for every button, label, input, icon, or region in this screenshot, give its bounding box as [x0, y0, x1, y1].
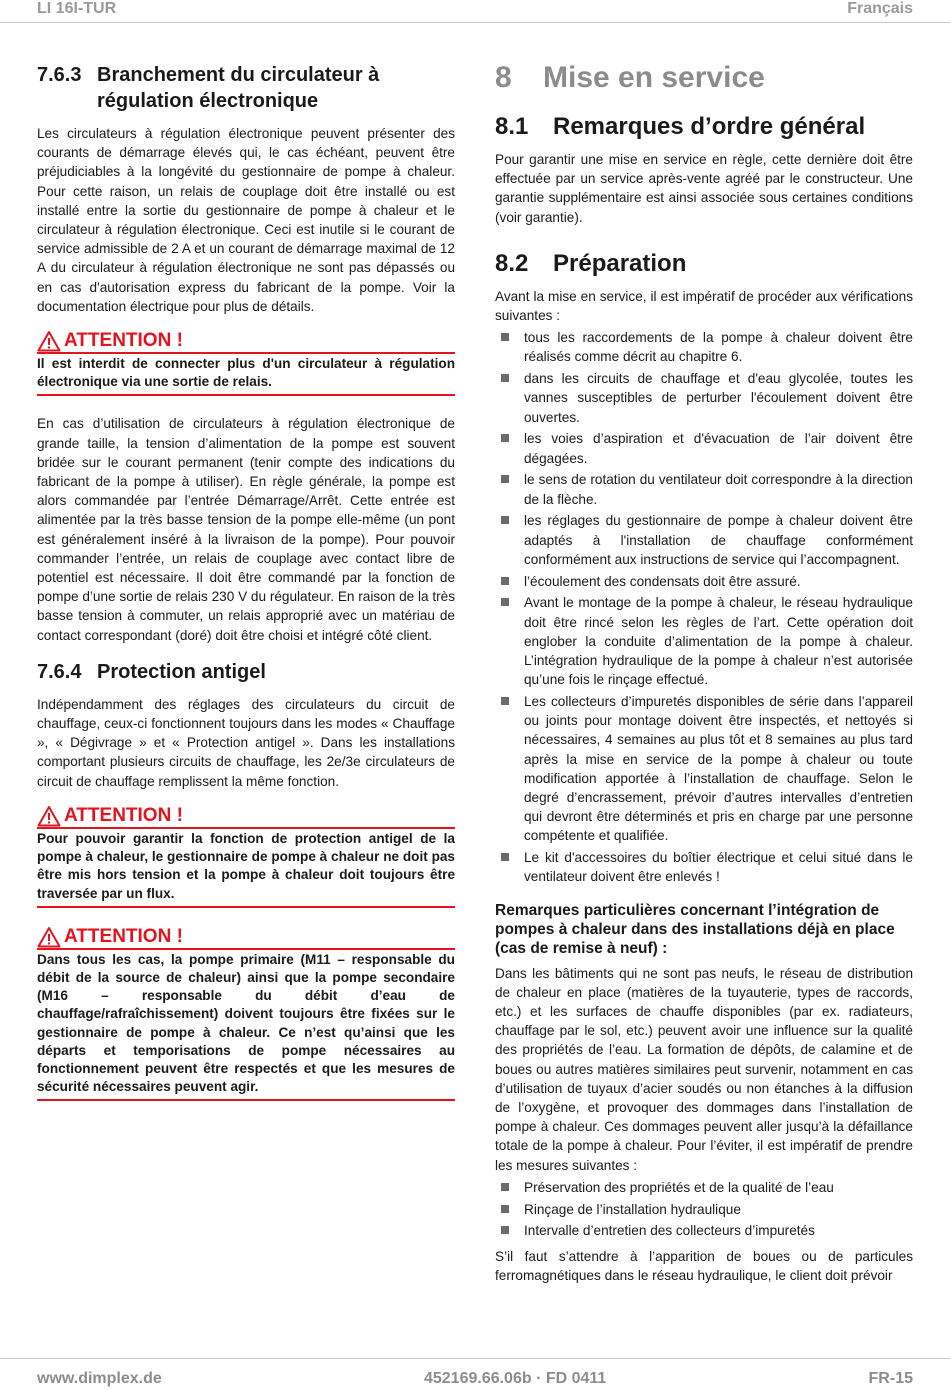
chapter-title: Mise en service — [543, 61, 765, 94]
paragraph: Indépendamment des réglages des circulateurs du circuit de chauffage, ceux-ci fonctionnent toujours dans les modes « Chauffage », « Dégivrage » et « Protection antigel ». Dans les installations comportant plusieurs circuits de chauffage, les 2e/3e circulateurs de circuit de chauffage remplissent la même fonction. — [37, 696, 455, 789]
paragraph: Avant la mise en service, il est impératif de procéder aux vérifications suivantes : — [495, 288, 913, 324]
footer-website: www.dimplex.de — [37, 1370, 162, 1387]
header-model: LI 16I-TUR — [37, 0, 117, 17]
list-item-text: le sens de rotation du ventilateur doit correspondre à la direction de la flèche. — [524, 472, 913, 507]
list-item-text: tous les raccordements de la pompe à chaleur doivent être réalisés comme décrit au chapitre 6. — [524, 330, 913, 365]
section-number: 8.2 — [495, 249, 529, 277]
warning-title: ATTENTION ! — [64, 925, 183, 947]
bullet-square-icon — [501, 1205, 509, 1213]
list-item-text: Intervalle d’entretien des collecteurs d’impuretés — [524, 1223, 815, 1239]
checklist — [495, 328, 913, 886]
section-number: 8.1 — [495, 113, 529, 140]
section-number: 7.6.4 — [37, 660, 82, 683]
paragraph: Dans les bâtiments qui ne sont pas neufs, le réseau de distribution de chaleur en place (matières de la tuyauterie, types de raccords, etc.) et les surfaces de chauffe disponibles (par ex. radiateurs, chauffage par le sol, etc.) peuvent avoir une influence sur la qualité des propriétés de l’eau. La formation de dépôts, de calamine et de boues ou autres matières similaires peut survenir, notamment en cas d’utilisation de tuyaux d’acier soudés ou non étanches à la diffusion de l’oxygène, et provoquer des dommages dans l’installation de pompe à chaleur. Ces dommages peuvent aller jusqu’à la défaillance totale de la pompe à chaleur. Pour l’éviter, il est impératif de prendre les mesures suivantes : — [495, 965, 913, 1173]
warning-text: Pour pouvoir garantir la fonction de protection antigel de la pompe à chaleur, le gestionnaire de pompe à chaleur ne doit pas être mis hors tension et la pompe à chaleur doit toujours être traversée par un flux. — [37, 830, 455, 901]
footer-divider — [0, 1358, 950, 1359]
section-title: Préparation — [553, 249, 687, 277]
bullet-square-icon — [501, 516, 509, 524]
warning-title: ATTENTION ! — [64, 330, 183, 352]
list-item — [495, 572, 913, 591]
warning-block — [37, 805, 455, 908]
warning-rule-bottom — [37, 906, 455, 908]
page-footer — [37, 1370, 913, 1388]
bullet-square-icon — [501, 434, 509, 442]
list-item-text: Le kit d'accessoires du boîtier électrique et celui situé dans le ventilateur doivent être enlevés ! — [524, 850, 913, 885]
warning-triangle-icon — [37, 926, 61, 948]
section-number: 7.6.3 — [37, 64, 82, 86]
bullet-square-icon — [501, 577, 509, 585]
list-item — [495, 1178, 913, 1197]
list-item — [495, 369, 913, 427]
chapter-8-heading — [495, 58, 913, 98]
chapter-number: 8 — [495, 61, 512, 94]
list-item — [495, 470, 913, 508]
bullet-square-icon — [501, 853, 509, 861]
list-item-text: Les collecteurs d’impuretés disponibles de série dans l’appareil ou joints pour montage doivent être inspectés, et nettoyés si nécessaires, 4 semaines au plus tôt et 8 semaines au plus tard après la mise en service de la pompe à chaleur ou toute modification apportée à l’installation de chauffage. Selon le degré d’encrassement, prévoir d’autres intervalles d’entretien qui devront être déterminés et pris en charge par une personne compétente et qualifiée. — [524, 694, 913, 844]
list-item — [495, 848, 913, 886]
header-divider — [0, 22, 950, 23]
section-7-6-4-heading — [37, 659, 455, 685]
bullet-square-icon — [501, 598, 509, 606]
header-language: Français — [847, 0, 913, 17]
section-8-1-heading — [495, 112, 913, 142]
page-header — [37, 0, 913, 20]
bullet-square-icon — [501, 697, 509, 705]
remark-heading: Remarques particulières concernant l’intégration de pompes à chaleur dans des installations déjà en place (cas de remise à neuf) : — [495, 901, 895, 957]
bullet-square-icon — [501, 374, 509, 382]
warning-triangle-icon — [37, 330, 61, 352]
section-title: Remarques d’ordre général — [553, 113, 866, 140]
list-item-text: les voies d’aspiration et d'évacuation de l’air doivent être dégagées. — [524, 431, 913, 466]
list-item — [495, 429, 913, 467]
bullet-square-icon — [501, 1183, 509, 1191]
bullet-square-icon — [501, 333, 509, 341]
list-item-text: l’écoulement des condensats doit être assuré. — [524, 573, 801, 589]
footer-document-number: 452169.66.06b · FD 0411 — [423, 1370, 607, 1387]
warning-triangle-icon — [37, 805, 61, 827]
bullet-square-icon — [501, 475, 509, 483]
list-item — [495, 593, 913, 689]
section-title: Protection antigel — [97, 660, 266, 683]
warning-header — [37, 805, 455, 827]
paragraph: Les circulateurs à régulation électronique peuvent présenter des courants de démarrage élevés qui, le cas échéant, peuvent être préjudiciables à la longévité du gestionnaire de pompe à chaleur. Pour cette raison, un relais de couplage doit être installé ou est installé entre la sortie du gestionnaire de pompe à chaleur et le circulateur à régulation électronique. Ceci est inutile si le courant de service admissible de 2 A et un courant de démarrage maximal de 12 A du circulateur à régulation électronique ne sont pas dépassés ou en cas d'autorisation express du fabricant de la pompe. Voir la documentation électrique pour plus de détails. — [37, 126, 455, 314]
list-item-text: Avant le montage de la pompe à chaleur, le réseau hydraulique doit être rincé selon les règles de l’art. Cette opération doit englober la conduite d’alimentation de la pompe à chaleur. L’intégration hydraulique de la pompe à chaleur n’est autorisée qu’une fois le rinçage effectué. — [524, 595, 913, 688]
paragraph: S’il faut s’attendre à l’apparition de boues ou de particules ferromagnétiques dans le réseau hydraulique, le client doit prévoir — [495, 1248, 913, 1283]
measures-list — [495, 1178, 913, 1241]
right-column — [495, 58, 913, 1299]
list-item — [495, 692, 913, 846]
list-item-text: Préservation des propriétés et de la qualité de l’eau — [524, 1179, 834, 1195]
warning-header — [37, 926, 455, 948]
section-8-2-heading — [495, 249, 913, 279]
list-item-text: les réglages du gestionnaire de pompe à chaleur doivent être adaptés à l'installation de chauffage conformément conformément aux instructions de service qui l’accompagnent. — [524, 513, 913, 567]
warning-block — [37, 330, 455, 396]
list-item-text: Rinçage de l’installation hydraulique — [524, 1201, 741, 1217]
warning-rule-bottom — [37, 394, 455, 396]
paragraph: Pour garantir une mise en service en règle, cette dernière doit être effectuée par un service après-vente agréé par le constructeur. Une garantie supplémentaire est ainsi associée sous certaines conditions (voir garantie). — [495, 152, 913, 225]
paragraph: En cas d’utilisation de circulateurs à régulation électronique de grande taille, la tension d’alimentation de la pompe est souvent bridée sur le courant permanent (tenir compte des indications du fabricant de la pompe à utiliser). En règle générale, la pompe est alors commandée par l’entrée Démarrage/Arrêt. Cette entrée est alimentée par la très basse tension de la pompe elle-même (un pont est généralement inséré à la livraison de la pompe). Pour pouvoir commander l’entrée, un relais de couplage avec contact libre de potentiel est nécessaire. Il doit être commandé par la fonction de pompe d’une sortie de relais 230 V du régulateur. En raison de la très basse tension à commuter, un relais approprié avec un matériau de contact correspondant (doré) doit être choisi et intégré côté client. — [37, 416, 455, 643]
footer-page-number: FR-15 — [868, 1370, 913, 1387]
list-item — [495, 1200, 913, 1219]
warning-text: Il est interdit de connecter plus d'un circulateur à régulation électronique via une sortie de relais. — [37, 356, 455, 390]
warning-text: Dans tous les cas, la pompe primaire (M11 – responsable du débit de la source de chaleur) ainsi que la pompe secondaire (M16 – responsable du débit d’eau de chauffage/rafraîchissement) doivent toujours être fixées sur le gestionnaire de pompe à chaleur. Ce n’est qu’ainsi que les départs et temporisations de pompe nécessaires au fonctionnement peuvent être respectés et que les mesures de sécurité nécessaires peuvent agir. — [37, 951, 455, 1095]
warning-block — [37, 926, 455, 1102]
bullet-square-icon — [501, 1226, 509, 1234]
list-item-text: dans les circuits de chauffage et d'eau glycolée, toutes les vannes susceptibles de perturber l'écoulement doivent être ouvertes. — [524, 371, 913, 425]
list-item — [495, 511, 913, 569]
section-title: Branchement du circulateur à régulation électronique — [97, 64, 380, 112]
warning-rule-bottom — [37, 1099, 455, 1101]
list-item — [495, 328, 913, 366]
list-item — [495, 1221, 913, 1240]
left-column — [37, 58, 455, 1119]
warning-header — [37, 330, 455, 352]
section-7-6-3-heading — [37, 62, 455, 114]
warning-title: ATTENTION ! — [64, 804, 183, 826]
